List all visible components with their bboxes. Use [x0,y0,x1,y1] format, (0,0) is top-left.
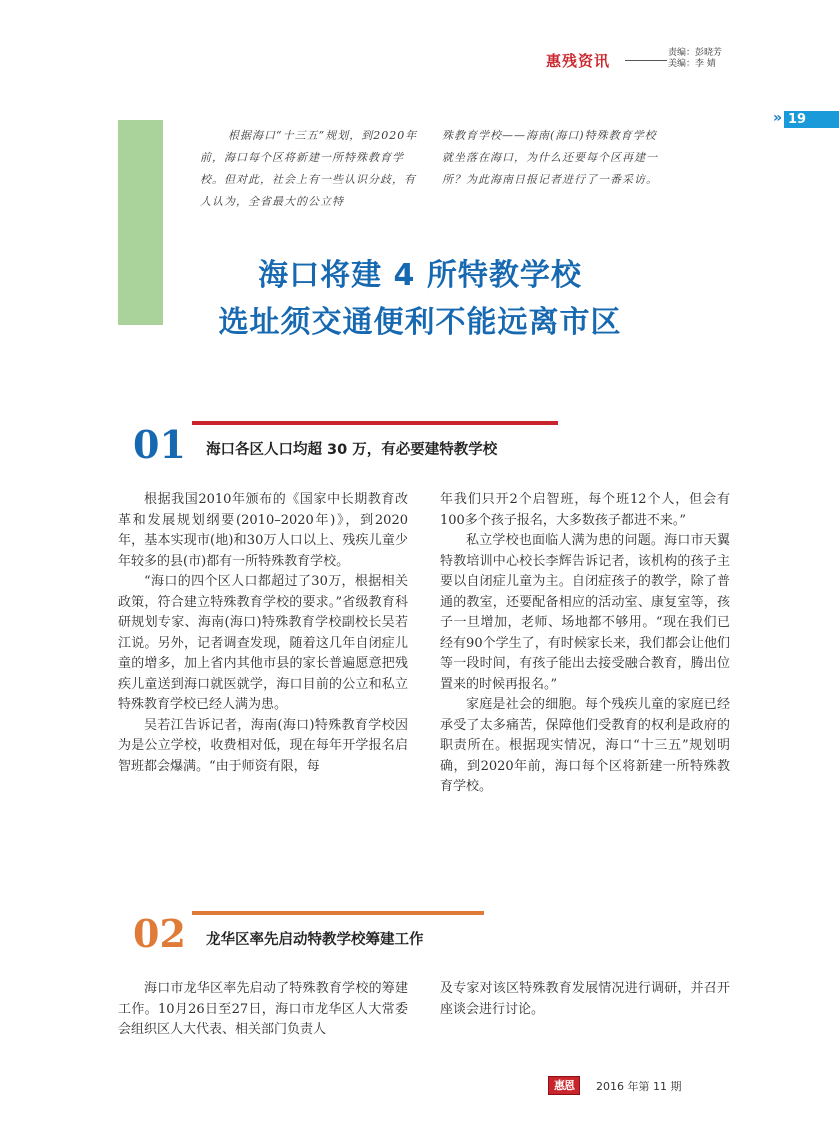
section-rule [192,911,484,915]
issue-label: 2016 年第 11 期 [596,1080,682,1093]
editor-credit: 责编：彭晓芳 [668,48,723,58]
designer-credit: 美编：李 婧 [668,59,716,69]
article-title-line2: 选址须交通便利不能远离市区 [218,305,622,340]
header-divider [625,60,667,61]
paragraph-continuation: 及专家对该区特殊教育发展情况进行调研，并召开座谈会进行讨论。 [440,981,730,1017]
editor-credits [668,48,722,70]
body-column-left [118,490,408,777]
section-heading: 海口各区人口均超 30 万，有必要建特教学校 [206,442,498,458]
paragraph: 私立学校也面临人满为患的问题。海口市天翼特教培训中心校长李辉告诉记者，该机构的孩子主要以自闭症儿童为主。自闭症孩子的教学，除了普通的教室，还要配备相应的活动室、康复室等，孩子一旦增加，老师、场地都不够用。“现在我们已经有90个学生了，有时候家长来，我们都会让他们等一段时间，有孩子能出去接受融合教育，腾出位置来的时候再报名。” [440,533,730,692]
paragraph: “海口的四个区人口都超过了30万，根据相关政策，符合建立特殊教育学校的要求。”省级教育科研规划专家、海南(海口)特殊教育学校副校长吴若江说。另外，记者调查发现，随着这几年自闭症儿童的增多，加上省内其他市县的家长普遍愿意把残疾儿童送到海口就医就学，海口目前的公立和私立特殊教育学校已经人满为患。 [118,574,408,712]
paragraph: 家庭是社会的细胞。每个残疾儿童的家庭已经承受了太多痛苦，保障他们受教育的权利是政府的职责所在。根据现实情况，海口“十三五”规划明确，到2020年前，海口每个区将新建一所特殊教育学校。 [440,697,730,794]
page-number: 19 [784,111,839,128]
intro-text-right: 殊教育学校——海南(海口)特殊教育学校就坐落在海口，为什么还要每个区再建一所？为此海南日报记者进行了一番采访。 [442,129,658,186]
section-number: 01 [133,422,186,467]
section-name: 惠残资讯 [546,52,611,70]
article-title-line1: 海口将建 4 所特教学校 [258,258,582,293]
body-column-right [440,490,730,798]
intro-text-left: 根据海口“十三五”规划，到2020年前，海口每个区将新建一所特殊教育学校。但对此，社会上有一些认识分歧，有人认为，全省最大的公立特 [200,129,418,208]
accent-bar [118,120,163,325]
paragraph: 根据我国2010年颁布的《国家中长期教育改革和发展规划纲要(2010–2020年)》，到2020年，基本实现市(地)和30万人口以上、残疾儿童少年较多的县(市)都有一所特殊教育学校。 [118,492,408,569]
body-column-left [118,979,408,1041]
magazine-logo: 惠恩 [548,1076,580,1095]
section-heading: 龙华区率先启动特教学校筹建工作 [206,932,424,948]
section-rule [192,421,558,425]
chevron-right-icon: » [773,110,783,126]
paragraph: 海口市龙华区率先启动了特殊教育学校的筹建工作。10月26日至27日，海口市龙华区人大常委会组织区人大代表、相关部门负责人 [118,981,408,1037]
paragraph: 吴若江告诉记者，海南(海口)特殊教育学校因为是公立学校，收费相对低，现在每年开学报名启智班都会爆满。“由于师资有限，每 [118,717,408,774]
body-column-right [440,979,730,1020]
paragraph-continuation: 年我们只开2个启智班，每个班12个人，但会有100多个孩子报名，大多数孩子都进不来。” [440,492,730,528]
section-number: 02 [133,911,186,956]
